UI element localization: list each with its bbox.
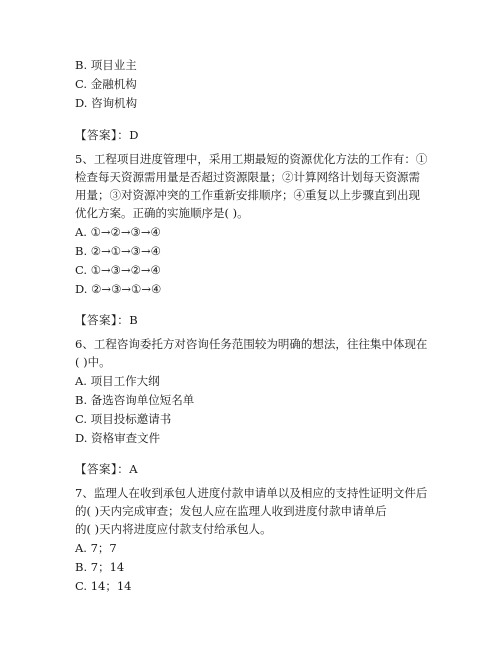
question-stem-line: 7、监理人在收到承包人进度付款申请单以及相应的支持性证明文件后 (75, 486, 428, 500)
option-d: D. 资格审查文件 (75, 431, 161, 445)
option-c: C. 14；14 (75, 579, 132, 593)
option-b: B. 项目业主 (75, 58, 137, 72)
option-b: B. 7；14 (75, 560, 125, 574)
option-d: D. ②→③→①→④ (75, 282, 162, 296)
option-c: C. 金融机构 (75, 77, 137, 91)
question-stem-line: 的( )天内将进度应付款支付给承包人。 (75, 522, 272, 536)
option-a: A. ①→②→③→④ (75, 225, 161, 239)
option-c: C. 项目投标邀请书 (75, 412, 172, 426)
option-c: C. ①→③→②→④ (75, 263, 161, 277)
question-stem-line: 5、工程项目进度管理中，采用工期最短的资源优化方法的工作有：① (75, 152, 428, 166)
question-stem-line: 的( )天内完成审查；发包人应在监理人收到进度付款申请单后 (75, 504, 387, 518)
option-a: A. 项目工作大纲 (75, 374, 160, 388)
question-stem-line: 优化方案。正确的实施顺序是( )。 (75, 206, 249, 220)
option-d: D. 咨询机构 (75, 96, 138, 110)
question-stem-line: ( )中。 (75, 355, 111, 369)
answer-line: 【答案】：D (75, 128, 139, 142)
question-stem-line: 检查每天资源需用量是否超过资源限量；②计算网络计划每天资源需 (75, 170, 420, 184)
question-stem-line: 用量；③对资源冲突的工作重新安排顺序；④重复以上步骤直到出现 (75, 188, 420, 202)
option-b: B. ②→①→③→④ (75, 244, 161, 258)
answer-line: 【答案】：B (75, 313, 139, 327)
option-a: A. 7；7 (75, 541, 117, 555)
option-b: B. 备选咨询单位短名单 (75, 393, 195, 407)
answer-line: 【答案】：A (75, 462, 139, 476)
question-stem-line: 6、工程咨询委托方对咨询任务范围较为明确的想法，往往集中体现在 (75, 337, 428, 351)
